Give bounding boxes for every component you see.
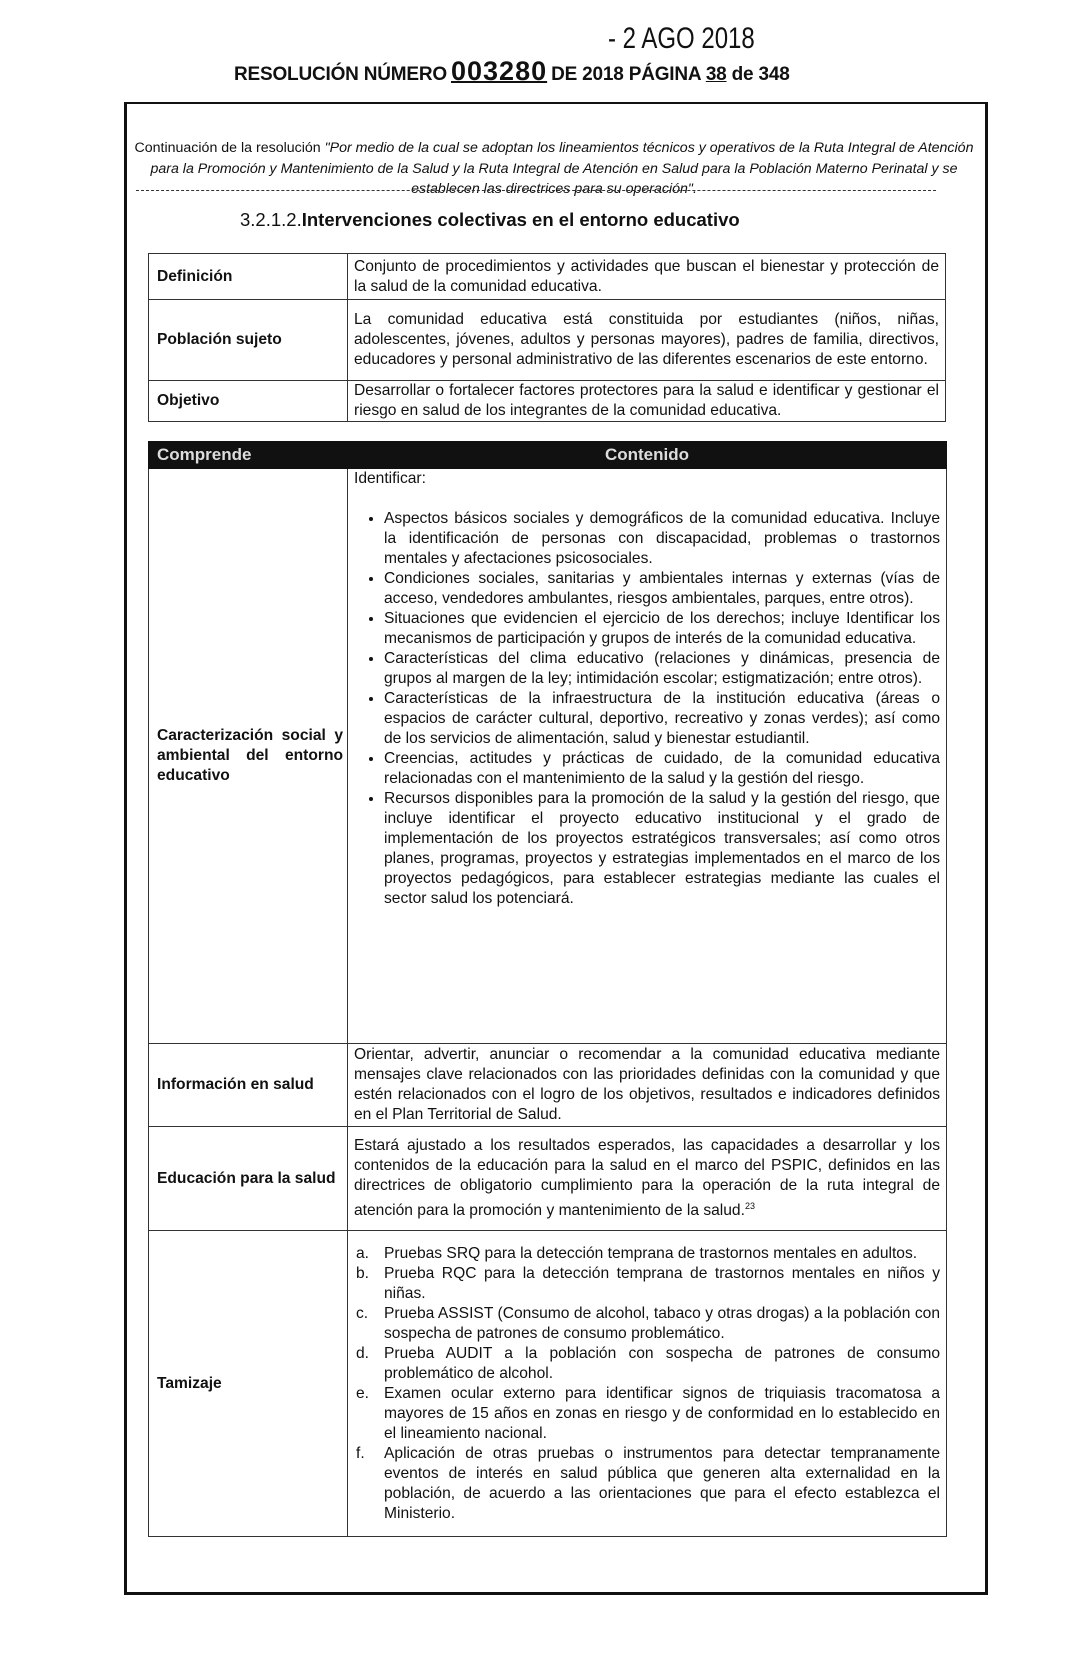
list-item xyxy=(356,1384,940,1444)
table-row xyxy=(149,254,946,300)
characterization-list xyxy=(354,509,940,909)
table-row xyxy=(149,381,946,422)
list-item xyxy=(356,1344,940,1384)
item-text: Aplicación de otras pruebas o instrumentos para detectar tempranamente eventos de interés en salud pública que generen alta externalidad en la población, de acuerdo a las orientaciones que para el efecto establezca el Ministerio. xyxy=(384,1444,940,1522)
dashed-divider xyxy=(136,190,936,191)
table-row xyxy=(149,1231,947,1537)
item-key: d. xyxy=(356,1344,370,1362)
page-header xyxy=(234,56,790,87)
row-value xyxy=(348,1231,947,1537)
item-key: e. xyxy=(356,1384,370,1402)
list-item xyxy=(356,1444,940,1524)
row-value: Conjunto de procedimientos y actividades que buscan el bienestar y protección de la salud de la comunidad educativa. xyxy=(348,254,946,300)
screening-list xyxy=(354,1244,940,1524)
list-item: • Aspectos básicos sociales y demográficos de la comunidad educativa. Incluye la identificación de personas con discapacidad, problemas o trastornos mentales y afectaciones psicosociales. xyxy=(384,509,940,569)
row-label: Objetivo xyxy=(149,381,348,422)
row-value: La comunidad educativa está constituida por estudiantes (niños, niñas, adolescentes, jóvenes, adultos y personas mayores), padres de familia, directivos, educadores y personal administrativo de las diferentes escenarios de este entorno. xyxy=(348,300,946,381)
intro-text: Identificar: xyxy=(354,470,426,487)
footnote-ref: 23 xyxy=(744,1200,755,1211)
header-comprende: Comprende xyxy=(149,442,348,469)
header-prefix: RESOLUCIÓN NÚMERO xyxy=(234,64,447,85)
table-row xyxy=(149,1127,947,1231)
row-label: Población sujeto xyxy=(149,300,348,381)
row-label: Caracterización social y ambiental del entorno educativo xyxy=(149,469,348,1044)
page-number: 38 xyxy=(705,64,727,85)
item-text: Examen ocular externo para identificar signos de triquiasis tracomatosa a mayores de 15 años en zonas en riesgo y de conformidad en lo establecido en el lineamiento nacional. xyxy=(384,1384,940,1442)
list-item: • Recursos disponibles para la promoción de la salud y la gestión del riesgo, que incluye identificar el proyecto educativo institucional y el grado de implementación de los proyectos estratégicos transversales; así como otros planes, programas, proyectos y estrategias implementados en el marco de los proyectos pedagógicos, para establecer estrategias mediante las cuales el sector salud los potenciará. xyxy=(384,789,940,909)
section-heading xyxy=(240,209,740,231)
page-total: de 348 xyxy=(731,64,790,85)
section-number: 3.2.1.2. xyxy=(240,209,302,230)
row-label: Educación para la salud xyxy=(149,1127,348,1231)
table-row xyxy=(149,300,946,381)
table-header-row xyxy=(149,442,947,469)
list-item: • Características de la infraestructura de la institución educativa (áreas o espacios de carácter cultural, deportivo, recreativo y zonas verdes); así como de los servicios de alimentación, salud y bienestar estudiantil. xyxy=(384,689,940,749)
continuation-text: "Por medio de la cual se adoptan los lineamientos técnicos y operativos de la Ruta Integral de Atención para la Promoción y Mantenimiento de la Salud y la Ruta Integral de Atención en Salud para la Población Materno Perinatal y se establecen las directrices para su operación". xyxy=(150,140,974,197)
row-label: Información en salud xyxy=(149,1044,348,1127)
row-value: Orientar, advertir, anunciar o recomendar a la comunidad educativa mediante mensajes clave relacionados con las prioridades definidas con la comunidad y que estén relacionados con el logro de los objetivos, resultados e indicadores definidos en el Plan Territorial de Salud. xyxy=(348,1044,947,1127)
list-item xyxy=(356,1264,940,1304)
item-text: Prueba ASSIST (Consumo de alcohol, tabaco y otras drogas) a la población con sospecha de patrones de consumo problemático. xyxy=(384,1304,940,1342)
section-title: Intervenciones colectivas en el entorno educativo xyxy=(301,209,740,230)
item-text: Prueba AUDIT a la población con sospecha de patrones de consumo problemático de alcohol. xyxy=(384,1344,940,1382)
table-row xyxy=(149,469,947,1044)
item-key: a. xyxy=(356,1244,370,1262)
item-text: Pruebas SRQ para la detección temprana de trastornos mentales en adultos. xyxy=(384,1244,918,1262)
item-text: Prueba RQC para la detección temprana de trastornos mentales en niños y niñas. xyxy=(384,1264,940,1302)
header-de: DE 2018 PÁGINA xyxy=(551,64,701,85)
row-label: Tamizaje xyxy=(149,1231,348,1537)
list-item xyxy=(356,1304,940,1344)
table-row xyxy=(149,1044,947,1127)
list-item: • Características del clima educativo (relaciones y dinámicas, presencia de grupos al margen de la ley; intimidación escolar; estigmatización; entre otros). xyxy=(384,649,940,689)
content-table xyxy=(148,441,947,1537)
date-stamp: - 2 AGO 2018 xyxy=(608,22,755,55)
row-value xyxy=(348,1127,947,1231)
row-value xyxy=(348,469,947,1044)
list-item: • Situaciones que evidencien el ejercicio de los derechos; incluye Identificar los mecanismos de participación y grupos de interés de la comunidad educativa. xyxy=(384,609,940,649)
list-item: • Condiciones sociales, sanitarias y ambientales internas y externas (vías de acceso, vendedores ambulantes, riesgos ambientales, parques, entre otros). xyxy=(384,569,940,609)
continuation-lead: Continuación de la resolución xyxy=(134,140,321,156)
row-label: Definición xyxy=(149,254,348,300)
item-key: f. xyxy=(356,1444,365,1462)
item-key: c. xyxy=(356,1304,369,1322)
resolution-number: 003280 xyxy=(451,56,548,86)
summary-table xyxy=(148,253,946,422)
item-key: b. xyxy=(356,1264,370,1282)
list-item xyxy=(356,1244,940,1264)
list-item: • Creencias, actitudes y prácticas de cuidado, de la comunidad educativa relacionadas con el mantenimiento de la salud y la gestión del riesgo. xyxy=(384,749,940,789)
education-text: Estará ajustado a los resultados esperados, las capacidades a desarrollar y los contenidos de la educación para la salud en el marco del PSPIC, definidos en las directrices de obligatorio cumplimiento para la operación de la ruta integral de atención para la promoción y mantenimiento de la salud. xyxy=(354,1136,940,1220)
header-contenido: Contenido xyxy=(348,442,947,469)
row-value: Desarrollar o fortalecer factores protectores para la salud e identificar y gestionar el riesgo en salud de los integrantes de la comunidad educativa. xyxy=(348,381,946,422)
